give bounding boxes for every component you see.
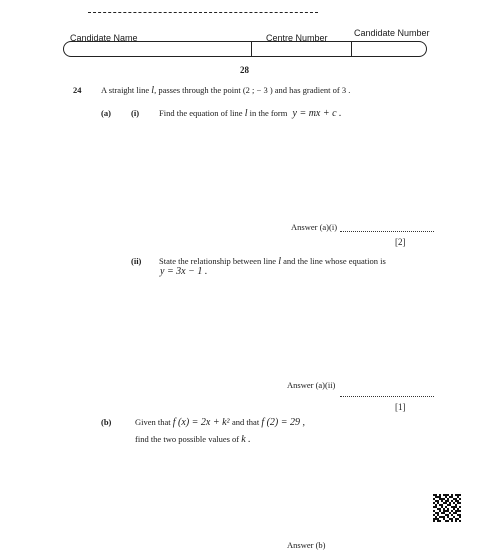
part-b-variable: k .	[241, 434, 251, 445]
sub-i-variable: l	[244, 108, 248, 119]
question-number: 24	[73, 85, 82, 95]
part-b-text-a: Given that	[135, 417, 171, 427]
question-stem	[101, 85, 350, 96]
part-b-function-value: f (2) = 29 ,	[261, 417, 305, 428]
centre-number-label: Centre Number	[266, 33, 328, 43]
answer-a-i-label: Answer (a)(i)	[291, 222, 338, 232]
sub-i-text-a: Find the equation of line	[159, 108, 243, 118]
box-divider-centre	[251, 42, 252, 56]
candidate-name-label: Candidate Name	[70, 33, 138, 43]
sub-i-text-b: in the form	[249, 108, 288, 118]
part-b-function: f (x) = 2x + k²	[172, 417, 233, 428]
sub-i-label: (i)	[131, 108, 140, 118]
qr-code-icon	[433, 494, 461, 522]
answer-a-ii-label: Answer (a)(ii)	[287, 380, 336, 390]
candidate-number-label: Candidate Number	[354, 28, 430, 38]
part-a-label: (a)	[101, 108, 111, 118]
sub-ii-text-b: and the line whose equation is	[283, 256, 386, 266]
box-divider-candidate	[351, 42, 352, 56]
marks-a-i: [2]	[395, 237, 406, 247]
answer-b-label: Answer (b)	[287, 540, 326, 550]
part-b-label: (b)	[101, 417, 112, 427]
sub-ii-variable: l	[278, 256, 281, 267]
part-b-text-b: and that	[232, 417, 260, 427]
top-dashed-rule	[88, 12, 318, 13]
part-b-text	[135, 417, 305, 428]
sub-ii-label: (ii)	[131, 256, 142, 266]
sub-ii-text-a: State the relationship between line	[159, 256, 277, 266]
answer-a-ii-line[interactable]	[340, 396, 434, 397]
stem-text: A straight line	[101, 85, 150, 95]
part-b-line2	[135, 434, 251, 445]
marks-a-ii: [1]	[395, 402, 406, 412]
page-number: 28	[240, 65, 249, 75]
sub-i-equation: y = mx + c .	[292, 108, 342, 119]
stem-variable: l	[151, 85, 155, 96]
sub-i-text	[159, 108, 342, 119]
stem-rest: , passes through the point (2 ; − 3 ) and has gradient of 3 .	[154, 85, 351, 95]
candidate-details-box	[63, 41, 427, 57]
part-b-line2-text: find the two possible values of	[135, 434, 240, 444]
answer-a-i-line[interactable]	[340, 231, 434, 232]
sub-ii-equation: y = 3x − 1 .	[160, 266, 208, 277]
